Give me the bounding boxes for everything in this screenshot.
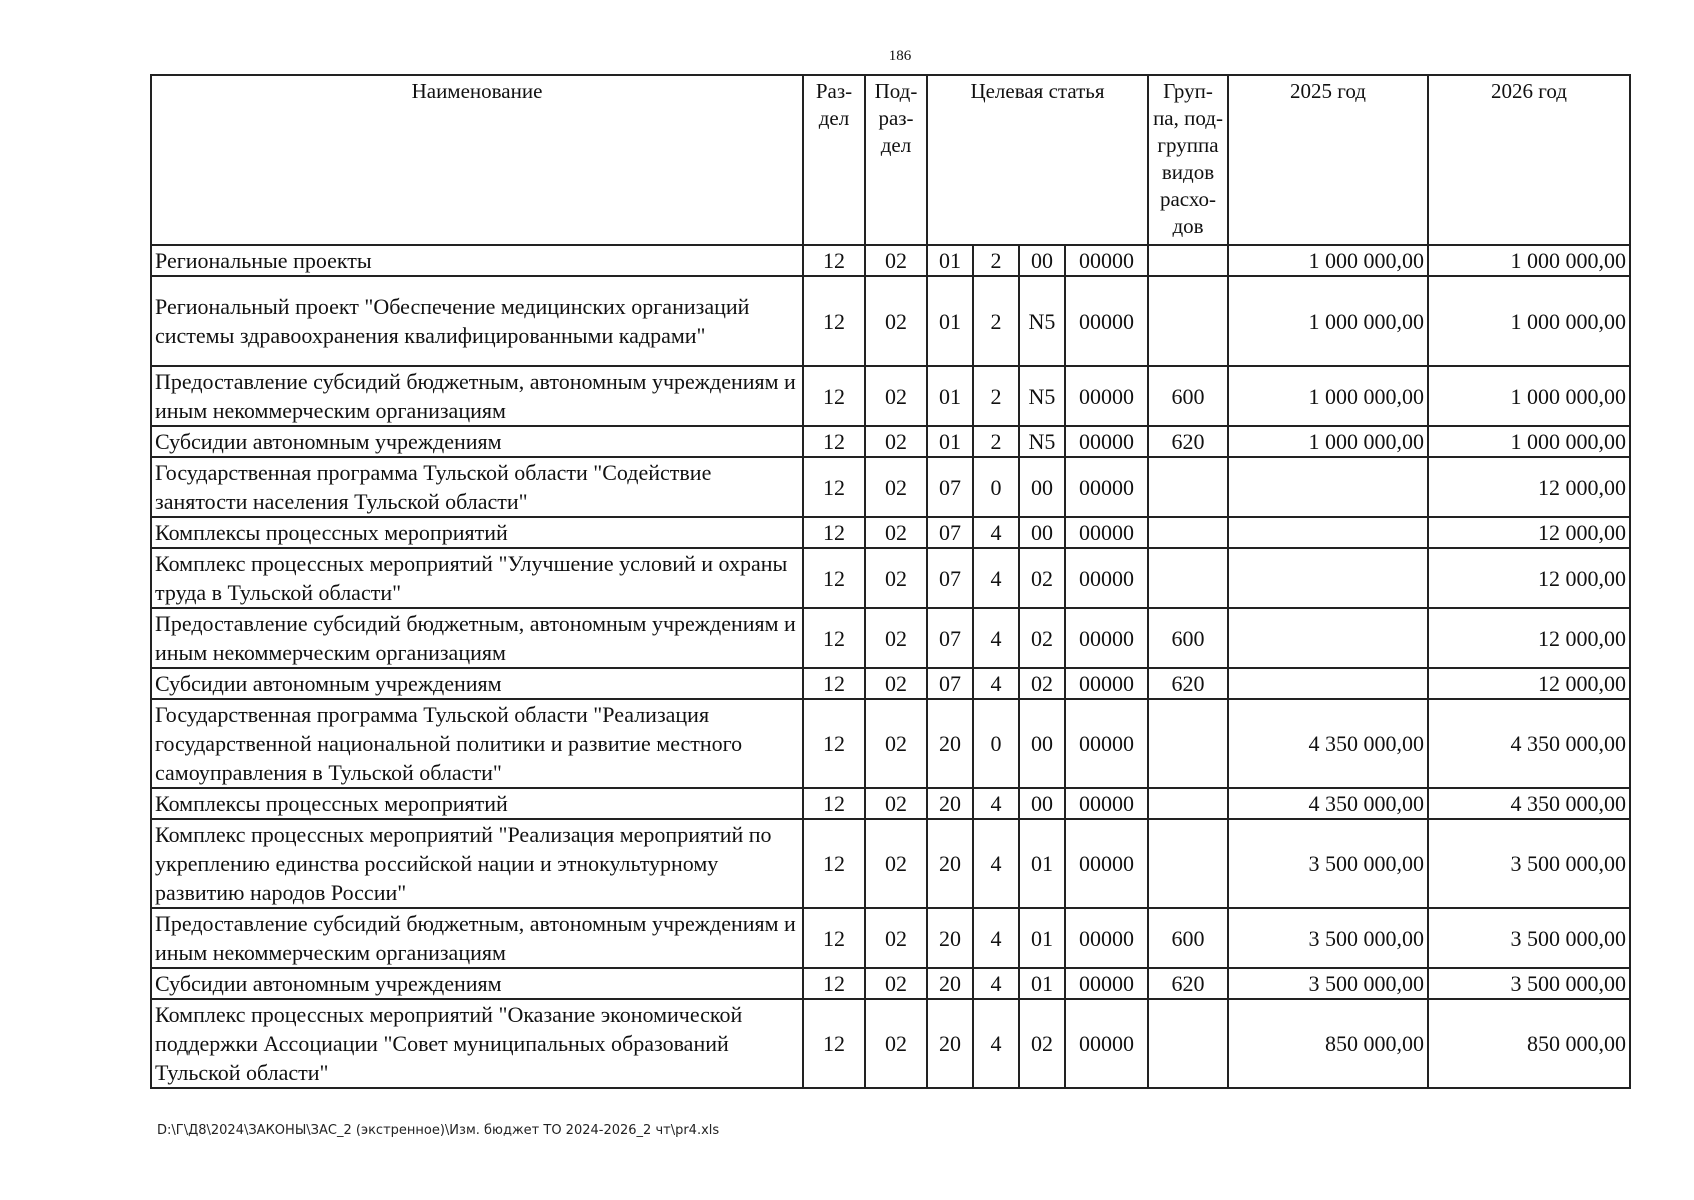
row-podrazdel: 02 [865, 517, 927, 548]
row-target-subtype: N5 [1019, 426, 1065, 457]
row-expense-group [1148, 245, 1228, 276]
table-row [151, 968, 1630, 999]
row-target-type: 4 [973, 908, 1019, 968]
row-podrazdel: 02 [865, 999, 927, 1088]
row-name: Государственная программа Тульской области "Реализация государственной национальной политики и развитие местного самоуправления в Тульской области" [151, 699, 803, 788]
table-row [151, 788, 1630, 819]
table-row [151, 457, 1630, 517]
row-target-direction: 00000 [1065, 788, 1148, 819]
row-amount-2026: 850 000,00 [1428, 999, 1630, 1088]
row-razdel: 12 [803, 366, 865, 426]
row-target-direction: 00000 [1065, 457, 1148, 517]
row-amount-2025 [1228, 608, 1428, 668]
row-target-subtype: 01 [1019, 819, 1065, 908]
row-expense-group [1148, 788, 1228, 819]
row-podrazdel: 02 [865, 548, 927, 608]
row-razdel: 12 [803, 999, 865, 1088]
table-row [151, 999, 1630, 1088]
table-row [151, 366, 1630, 426]
row-target-type: 4 [973, 668, 1019, 699]
row-name: Субсидии автономным учреждениям [151, 426, 803, 457]
row-target-type: 4 [973, 968, 1019, 999]
row-target-program: 01 [927, 366, 973, 426]
row-amount-2025: 3 500 000,00 [1228, 968, 1428, 999]
budget-table [150, 74, 1631, 1089]
table-row [151, 276, 1630, 366]
row-amount-2026: 1 000 000,00 [1428, 366, 1630, 426]
row-target-type: 2 [973, 245, 1019, 276]
row-target-subtype: 00 [1019, 517, 1065, 548]
row-podrazdel: 02 [865, 668, 927, 699]
row-target-subtype: 02 [1019, 668, 1065, 699]
row-name: Предоставление субсидий бюджетным, автономным учреждениям и иным некоммерческим организациям [151, 908, 803, 968]
row-expense-group: 600 [1148, 366, 1228, 426]
row-target-subtype: 00 [1019, 245, 1065, 276]
row-amount-2026: 3 500 000,00 [1428, 968, 1630, 999]
row-target-type: 4 [973, 819, 1019, 908]
row-name: Комплекс процессных мероприятий "Улучшение условий и охраны труда в Тульской области" [151, 548, 803, 608]
row-amount-2026: 4 350 000,00 [1428, 788, 1630, 819]
row-target-program: 20 [927, 999, 973, 1088]
row-target-type: 2 [973, 426, 1019, 457]
row-target-direction: 00000 [1065, 548, 1148, 608]
row-target-type: 4 [973, 548, 1019, 608]
row-razdel: 12 [803, 457, 865, 517]
row-podrazdel: 02 [865, 457, 927, 517]
row-target-subtype: 02 [1019, 548, 1065, 608]
table-row [151, 548, 1630, 608]
row-amount-2025: 1 000 000,00 [1228, 426, 1428, 457]
row-podrazdel: 02 [865, 608, 927, 668]
row-target-subtype: 02 [1019, 608, 1065, 668]
row-name: Государственная программа Тульской области "Содействие занятости населения Тульской области" [151, 457, 803, 517]
row-amount-2025: 3 500 000,00 [1228, 819, 1428, 908]
row-target-direction: 00000 [1065, 999, 1148, 1088]
row-podrazdel: 02 [865, 788, 927, 819]
row-razdel: 12 [803, 788, 865, 819]
header-year-2025: 2025 год [1228, 75, 1428, 245]
row-target-direction: 00000 [1065, 245, 1148, 276]
row-target-type: 0 [973, 699, 1019, 788]
row-expense-group [1148, 819, 1228, 908]
row-amount-2026: 12 000,00 [1428, 517, 1630, 548]
row-target-program: 20 [927, 968, 973, 999]
row-amount-2026: 3 500 000,00 [1428, 819, 1630, 908]
row-name: Комплекс процессных мероприятий "Реализация мероприятий по укреплению единства российской нации и этнокультурному развитию народов России" [151, 819, 803, 908]
row-target-direction: 00000 [1065, 819, 1148, 908]
table-row [151, 819, 1630, 908]
row-expense-group: 620 [1148, 426, 1228, 457]
row-expense-group [1148, 457, 1228, 517]
row-target-subtype: 00 [1019, 699, 1065, 788]
row-target-direction: 00000 [1065, 968, 1148, 999]
row-expense-group: 600 [1148, 608, 1228, 668]
row-target-type: 2 [973, 276, 1019, 366]
table-row [151, 608, 1630, 668]
row-expense-group [1148, 548, 1228, 608]
row-target-program: 07 [927, 517, 973, 548]
row-target-program: 01 [927, 245, 973, 276]
row-amount-2025 [1228, 457, 1428, 517]
row-razdel: 12 [803, 548, 865, 608]
row-amount-2026: 12 000,00 [1428, 668, 1630, 699]
row-name: Комплекс процессных мероприятий "Оказание экономической поддержки Ассоциации "Совет муниципальных образований Тульской области" [151, 999, 803, 1088]
row-name: Предоставление субсидий бюджетным, автономным учреждениям и иным некоммерческим организациям [151, 366, 803, 426]
row-name: Предоставление субсидий бюджетным, автономным учреждениям и иным некоммерческим организациям [151, 608, 803, 668]
row-amount-2026: 12 000,00 [1428, 548, 1630, 608]
row-amount-2025: 1 000 000,00 [1228, 245, 1428, 276]
header-gruppa: Груп- па, под- группа видов расхо- дов [1148, 75, 1228, 245]
header-row [151, 75, 1630, 245]
row-target-subtype: 01 [1019, 968, 1065, 999]
row-razdel: 12 [803, 245, 865, 276]
row-expense-group [1148, 517, 1228, 548]
row-name: Региональный проект "Обеспечение медицинских организаций системы здравоохранения квалифицированными кадрами" [151, 276, 803, 366]
table-row [151, 908, 1630, 968]
header-podrazdel: Под- раз- дел [865, 75, 927, 245]
row-amount-2025 [1228, 517, 1428, 548]
row-target-type: 4 [973, 608, 1019, 668]
row-target-type: 4 [973, 999, 1019, 1088]
row-razdel: 12 [803, 517, 865, 548]
row-razdel: 12 [803, 908, 865, 968]
table-row [151, 426, 1630, 457]
row-razdel: 12 [803, 668, 865, 699]
header-name: Наименование [151, 75, 803, 245]
row-podrazdel: 02 [865, 908, 927, 968]
header-year-2026: 2026 год [1428, 75, 1630, 245]
row-target-type: 4 [973, 788, 1019, 819]
row-target-program: 01 [927, 276, 973, 366]
row-podrazdel: 02 [865, 968, 927, 999]
table-row [151, 245, 1630, 276]
row-target-direction: 00000 [1065, 366, 1148, 426]
row-target-subtype: 00 [1019, 457, 1065, 517]
row-expense-group [1148, 276, 1228, 366]
row-podrazdel: 02 [865, 819, 927, 908]
row-amount-2026: 1 000 000,00 [1428, 245, 1630, 276]
row-amount-2026: 1 000 000,00 [1428, 426, 1630, 457]
row-amount-2025: 3 500 000,00 [1228, 908, 1428, 968]
row-target-type: 0 [973, 457, 1019, 517]
row-target-direction: 00000 [1065, 276, 1148, 366]
row-podrazdel: 02 [865, 245, 927, 276]
row-target-type: 4 [973, 517, 1019, 548]
row-target-program: 07 [927, 457, 973, 517]
header-razdel: Раз- дел [803, 75, 865, 245]
row-amount-2026: 4 350 000,00 [1428, 699, 1630, 788]
row-amount-2025 [1228, 548, 1428, 608]
table-row [151, 668, 1630, 699]
row-amount-2025: 1 000 000,00 [1228, 276, 1428, 366]
row-amount-2026: 12 000,00 [1428, 457, 1630, 517]
row-target-subtype: 02 [1019, 999, 1065, 1088]
table-row [151, 699, 1630, 788]
row-name: Комплексы процессных мероприятий [151, 517, 803, 548]
row-target-subtype: 00 [1019, 788, 1065, 819]
row-target-direction: 00000 [1065, 699, 1148, 788]
row-podrazdel: 02 [865, 426, 927, 457]
row-amount-2025: 850 000,00 [1228, 999, 1428, 1088]
row-name: Субсидии автономным учреждениям [151, 668, 803, 699]
row-target-program: 07 [927, 548, 973, 608]
row-podrazdel: 02 [865, 366, 927, 426]
row-target-direction: 00000 [1065, 426, 1148, 457]
row-razdel: 12 [803, 699, 865, 788]
row-target-program: 20 [927, 819, 973, 908]
row-podrazdel: 02 [865, 699, 927, 788]
row-name: Региональные проекты [151, 245, 803, 276]
row-razdel: 12 [803, 968, 865, 999]
row-expense-group [1148, 999, 1228, 1088]
row-amount-2026: 1 000 000,00 [1428, 276, 1630, 366]
row-target-program: 20 [927, 788, 973, 819]
row-target-program: 07 [927, 668, 973, 699]
row-target-program: 20 [927, 908, 973, 968]
row-target-direction: 00000 [1065, 668, 1148, 699]
row-target-program: 07 [927, 608, 973, 668]
row-target-subtype: N5 [1019, 276, 1065, 366]
row-razdel: 12 [803, 276, 865, 366]
row-amount-2026: 12 000,00 [1428, 608, 1630, 668]
row-amount-2025 [1228, 668, 1428, 699]
row-target-direction: 00000 [1065, 608, 1148, 668]
row-target-program: 20 [927, 699, 973, 788]
row-target-program: 01 [927, 426, 973, 457]
row-razdel: 12 [803, 608, 865, 668]
header-tselevaya-statya: Целевая статья [927, 75, 1148, 245]
row-razdel: 12 [803, 426, 865, 457]
row-amount-2025: 1 000 000,00 [1228, 366, 1428, 426]
row-target-direction: 00000 [1065, 517, 1148, 548]
row-expense-group: 600 [1148, 908, 1228, 968]
page-number: 186 [888, 48, 912, 64]
row-amount-2025: 4 350 000,00 [1228, 788, 1428, 819]
row-target-subtype: 01 [1019, 908, 1065, 968]
row-target-type: 2 [973, 366, 1019, 426]
row-name: Субсидии автономным учреждениям [151, 968, 803, 999]
row-amount-2025: 4 350 000,00 [1228, 699, 1428, 788]
table-row [151, 517, 1630, 548]
row-target-direction: 00000 [1065, 908, 1148, 968]
row-name: Комплексы процессных мероприятий [151, 788, 803, 819]
file-path-footer: D:\Г\Д8\2024\ЗАКОНЫ\ЗАС_2 (экстренное)\Изм. бюджет ТО 2024-2026_2 чт\pr4.xls [157, 1123, 720, 1138]
row-podrazdel: 02 [865, 276, 927, 366]
row-expense-group: 620 [1148, 668, 1228, 699]
row-expense-group [1148, 699, 1228, 788]
row-amount-2026: 3 500 000,00 [1428, 908, 1630, 968]
row-razdel: 12 [803, 819, 865, 908]
row-expense-group: 620 [1148, 968, 1228, 999]
row-target-subtype: N5 [1019, 366, 1065, 426]
